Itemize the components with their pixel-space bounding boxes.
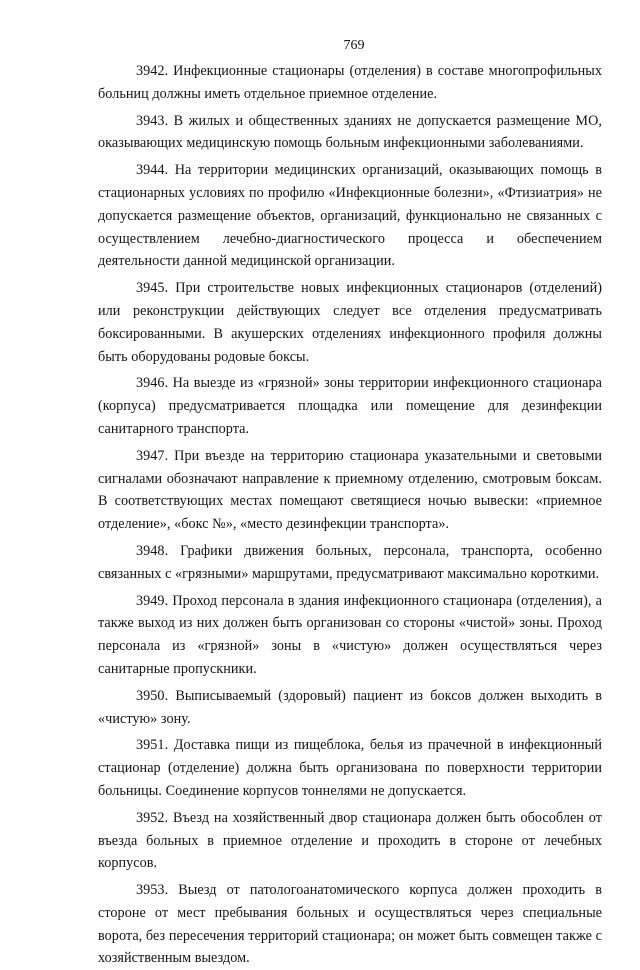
paragraph-3945: 3945. При строительстве новых инфекционных стационаров (отделений) или реконструкции действующих следует все отделения предусматривать боксированными. В акушерских отделениях инфекционного профиля должны быть оборудованы родовые боксы.	[98, 280, 602, 365]
paragraph-3953: 3953. Выезд от патологоанатомического корпуса должен проходить в стороне от мест пребывания больных и осуществляться через специальные ворота, без пересечения территорий стационара; он может быть совмещен также с хозяйственным выездом.	[98, 882, 602, 967]
paragraph-3951: 3951. Доставка пищи из пищеблока, белья из прачечной в инфекционный стационар (отделение) должна быть организована по поверхности территории больницы. Соединение корпусов тоннелями не допускается.	[98, 737, 602, 799]
paragraph-3946: 3946. На выезде из «грязной» зоны территории инфекционного стационара (корпуса) предусматривается площадка или помещение для дезинфекции санитарного транспорта.	[98, 375, 602, 437]
paragraph-3950: 3950. Выписываемый (здоровый) пациент из боксов должен выходить в «чистую» зону.	[98, 687, 602, 727]
paragraph-3943: 3943. В жилых и общественных зданиях не допускается размещение МО, оказывающих медицинскую помощь больным инфекционными заболеваниями.	[98, 112, 602, 152]
page-number: 769	[343, 38, 365, 53]
paragraph-3947: 3947. При въезде на территорию стационара указательными и световыми сигналами обозначают направление к приемному отделению, смотровым боксам. В соответствующих местах помещают светящиеся ночью вывески: «приемное отделение», «бокс №», «место дезинфекции транспорта».	[98, 447, 602, 533]
paragraph-3944: 3944. На территории медицинских организаций, оказывающих помощь в стационарных условиях по профилю «Инфекционные болезни», «Фтизиатрия» не допускается размещение объектов, организаций, функционально не связанных с осуществлением лечебно-диагностического процесса и обеспечением деятельности данной медицинской организации.	[98, 162, 602, 270]
paragraph-3952: 3952. Въезд на хозяйственный двор стационара должен быть обособлен от въезда больных в приемное отделение и проходить в стороне от лечебных корпусов.	[98, 809, 602, 872]
paragraph-3942: 3942. Инфекционные стационары (отделения) в составе многопрофильных больниц должны иметь отдельное приемное отделение.	[98, 63, 602, 102]
paragraph-3949: 3949. Проход персонала в здания инфекционного стационара (отделения), а также выход из них должен быть организован со стороны «чистой» зоны. Проход персонала из «грязной» зоны в «чистую» должен осуществляться через санитарные пропускники.	[98, 592, 602, 677]
paragraph-3948: 3948. Графики движения больных, персонала, транспорта, особенно связанных с «грязными» маршрутами, предусматривают максимально короткими.	[98, 542, 602, 582]
